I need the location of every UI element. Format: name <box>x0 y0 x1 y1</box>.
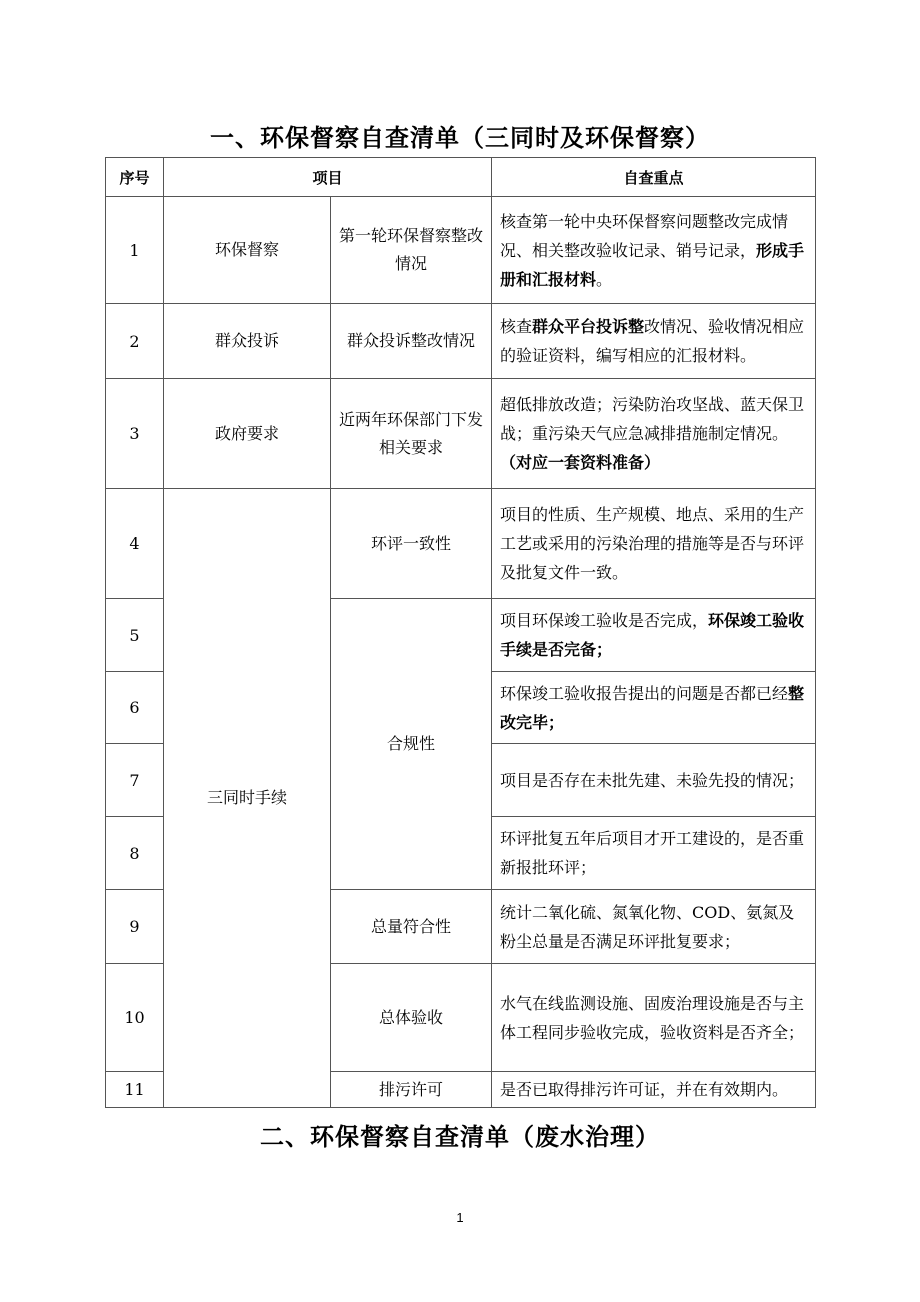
focus-text: 核查第一轮中央环保督察问题整改完成情况、相关整改验收记录、销号记录， <box>500 211 789 260</box>
focus-emphasis: 群众平台投诉整 <box>532 317 645 336</box>
row-number: 8 <box>106 817 164 890</box>
table-row <box>106 489 816 599</box>
row-number: 6 <box>106 672 164 744</box>
row-subitem: 环评一致性 <box>331 489 492 599</box>
row-number: 3 <box>106 379 164 489</box>
row-focus <box>492 599 816 672</box>
row-number: 1 <box>106 197 164 304</box>
row-number: 7 <box>106 744 164 817</box>
focus-emphasis: （对应一套资料准备） <box>500 453 661 472</box>
table-row <box>106 197 816 304</box>
row-category: 环保督察 <box>164 197 331 304</box>
row-subitem: 第一轮环保督察整改情况 <box>331 197 492 304</box>
row-focus <box>492 379 816 489</box>
page-title: 一、环保督察自查清单（三同时及环保督察） <box>210 124 710 152</box>
row-focus <box>492 1072 816 1108</box>
header-item: 项目 <box>164 158 492 197</box>
row-number: 5 <box>106 599 164 672</box>
row-number: 2 <box>106 304 164 379</box>
focus-text: 环保竣工验收报告提出的问题是否都已经 <box>500 683 789 703</box>
row-subitem: 合规性 <box>331 599 492 890</box>
focus-emphasis: 环保竣工验收手续是否完备； <box>500 611 805 659</box>
row-focus <box>492 672 816 744</box>
row-subitem: 群众投诉整改情况 <box>331 304 492 379</box>
row-subitem: 总量符合性 <box>331 890 492 964</box>
table-row <box>106 304 816 379</box>
row-category: 群众投诉 <box>164 304 331 379</box>
row-subitem: 近两年环保部门下发相关要求 <box>331 379 492 489</box>
row-focus <box>492 304 816 379</box>
row-focus <box>492 817 816 890</box>
table-row <box>106 379 816 489</box>
header-focus: 自查重点 <box>492 158 816 197</box>
row-focus <box>492 489 816 599</box>
focus-text: 核查 <box>500 317 533 336</box>
row-focus <box>492 197 816 304</box>
row-number: 9 <box>106 890 164 964</box>
row-focus <box>492 744 816 817</box>
row-category: 三同时手续 <box>164 489 331 1108</box>
header-no: 序号 <box>106 158 164 197</box>
row-focus <box>492 890 816 964</box>
focus-text: 超低排放改造；污染防治攻坚战、蓝天保卫战；重污染天气应急减排措施制定情况。 <box>500 395 805 443</box>
focus-text: 水气在线监测设施、固废治理设施是否与主体工程同步验收完成，验收资料是否齐全； <box>500 993 805 1042</box>
row-focus <box>492 964 816 1072</box>
row-number: 11 <box>106 1072 164 1108</box>
focus-text: 环评批复五年后项目才开工建设的，是否重新报批环评； <box>500 829 805 877</box>
section-title: 二、环保督察自查清单（废水治理） <box>260 1123 660 1151</box>
row-number: 10 <box>106 964 164 1072</box>
focus-text: 。 <box>596 269 613 289</box>
focus-text: 是否已取得排污许可证，并在有效期内。 <box>500 1080 789 1099</box>
table-header-row <box>106 158 816 197</box>
focus-emphasis: 整改完毕； <box>500 683 805 732</box>
row-subitem: 总体验收 <box>331 964 492 1072</box>
focus-emphasis: 形成手册和汇报材料 <box>500 240 805 289</box>
focus-text: 项目环保竣工验收是否完成， <box>500 611 709 630</box>
checklist-table <box>105 157 816 1108</box>
row-category: 政府要求 <box>164 379 331 489</box>
focus-text: 改情况、验收情况相应的验证资料，编写相应的汇报材料。 <box>500 317 805 365</box>
row-number: 4 <box>106 489 164 599</box>
focus-text: 项目是否存在未批先建、未验先投的情况； <box>500 770 805 790</box>
page-number: 1 <box>456 1210 464 1225</box>
focus-text: 项目的性质、生产规模、地点、采用的生产工艺或采用的污染治理的措施等是否与环评及批复文件一致。 <box>500 505 805 582</box>
row-subitem: 排污许可 <box>331 1072 492 1108</box>
focus-text: 统计二氧化硫、氮氧化物、COD、氨氮及粉尘总量是否满足环评批复要求； <box>500 902 795 951</box>
